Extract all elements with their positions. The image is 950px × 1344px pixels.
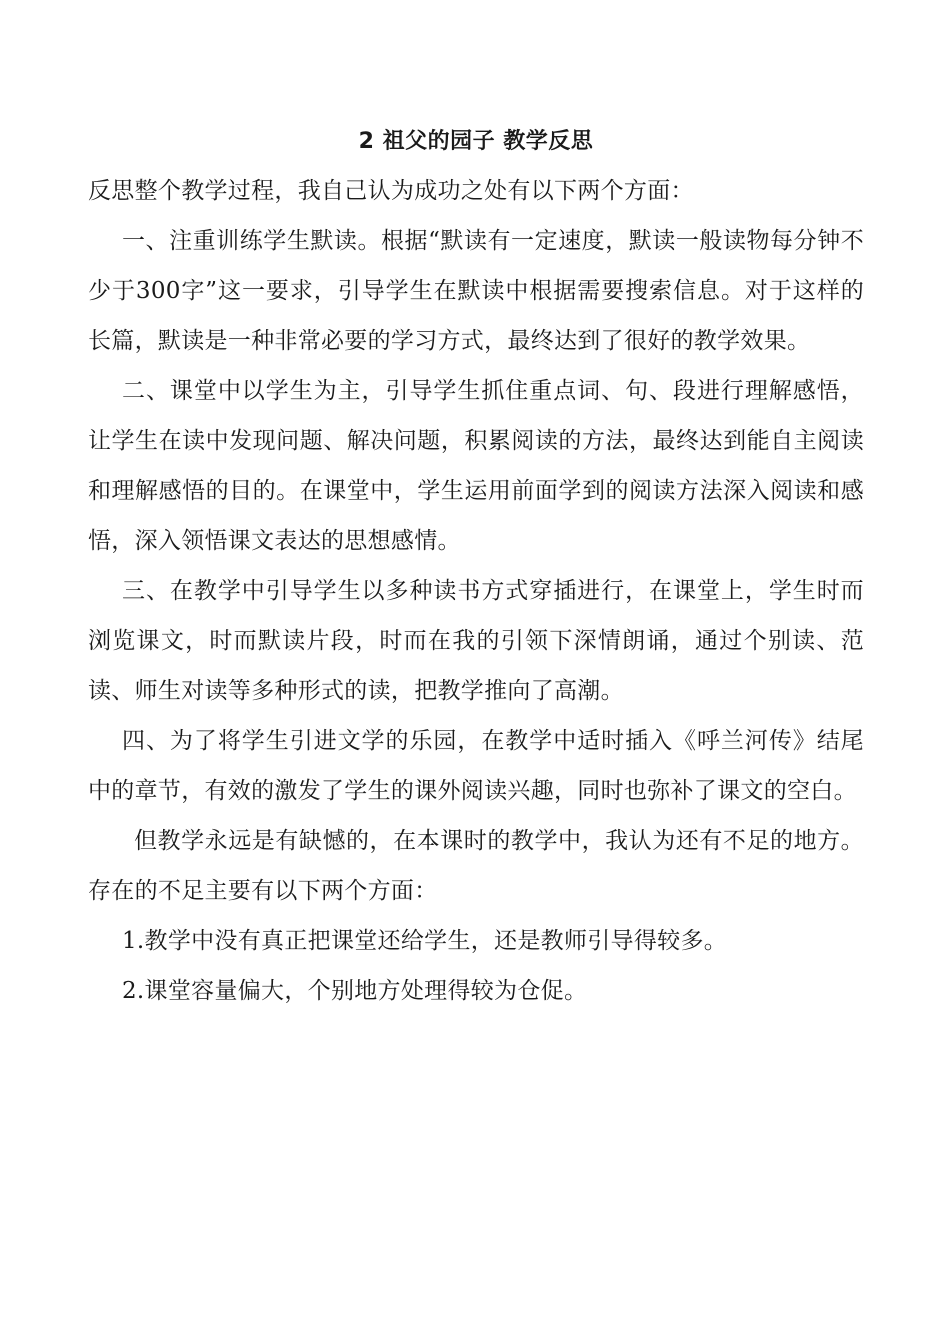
shortcomings-intro-paragraph: 但教学永远是有缺憾的，在本课时的教学中，我认为还有不足的地方。存在的不足主要有以下两个方面： bbox=[88, 828, 864, 904]
shortcoming-item-1: 1.教学中没有真正把课堂还给学生，还是教师引导得较多。 bbox=[122, 928, 728, 954]
point-paragraph-1: 一、注重训练学生默读。根据“默读有一定速度，默读一般读物每分钟不少于300字”这一要求，引导学生在默读中根据需要搜索信息。对于这样的长篇，默读是一种非常必要的学习方式，最终达到了很好的教学效果。 bbox=[88, 228, 864, 354]
document-title: 2 祖父的园子 教学反思 bbox=[358, 129, 594, 154]
intro-paragraph: 反思整个教学过程，我自己认为成功之处有以下两个方面： bbox=[88, 178, 694, 204]
document-page bbox=[88, 118, 864, 1016]
point-paragraph-2: 二、课堂中以学生为主，引导学生抓住重点词、句、段进行理解感悟，让学生在读中发现问题、解决问题，积累阅读的方法，最终达到能自主阅读和理解感悟的目的。在课堂中，学生运用前面学到的阅读方法深入阅读和感悟，深入领悟课文表达的思想感情。 bbox=[88, 378, 864, 554]
point-paragraph-3: 三、在教学中引导学生以多种读书方式穿插进行，在课堂上，学生时而浏览课文，时而默读片段，时而在我的引领下深情朗诵，通过个别读、范读、师生对读等多种形式的读，把教学推向了高潮。 bbox=[88, 578, 864, 704]
shortcoming-item-2: 2.课堂容量偏大，个别地方处理得较为仓促。 bbox=[122, 978, 588, 1004]
point-paragraph-4: 四、为了将学生引进文学的乐园，在教学中适时插入《呼兰河传》结尾中的章节，有效的激发了学生的课外阅读兴趣，同时也弥补了课文的空白。 bbox=[88, 728, 864, 804]
